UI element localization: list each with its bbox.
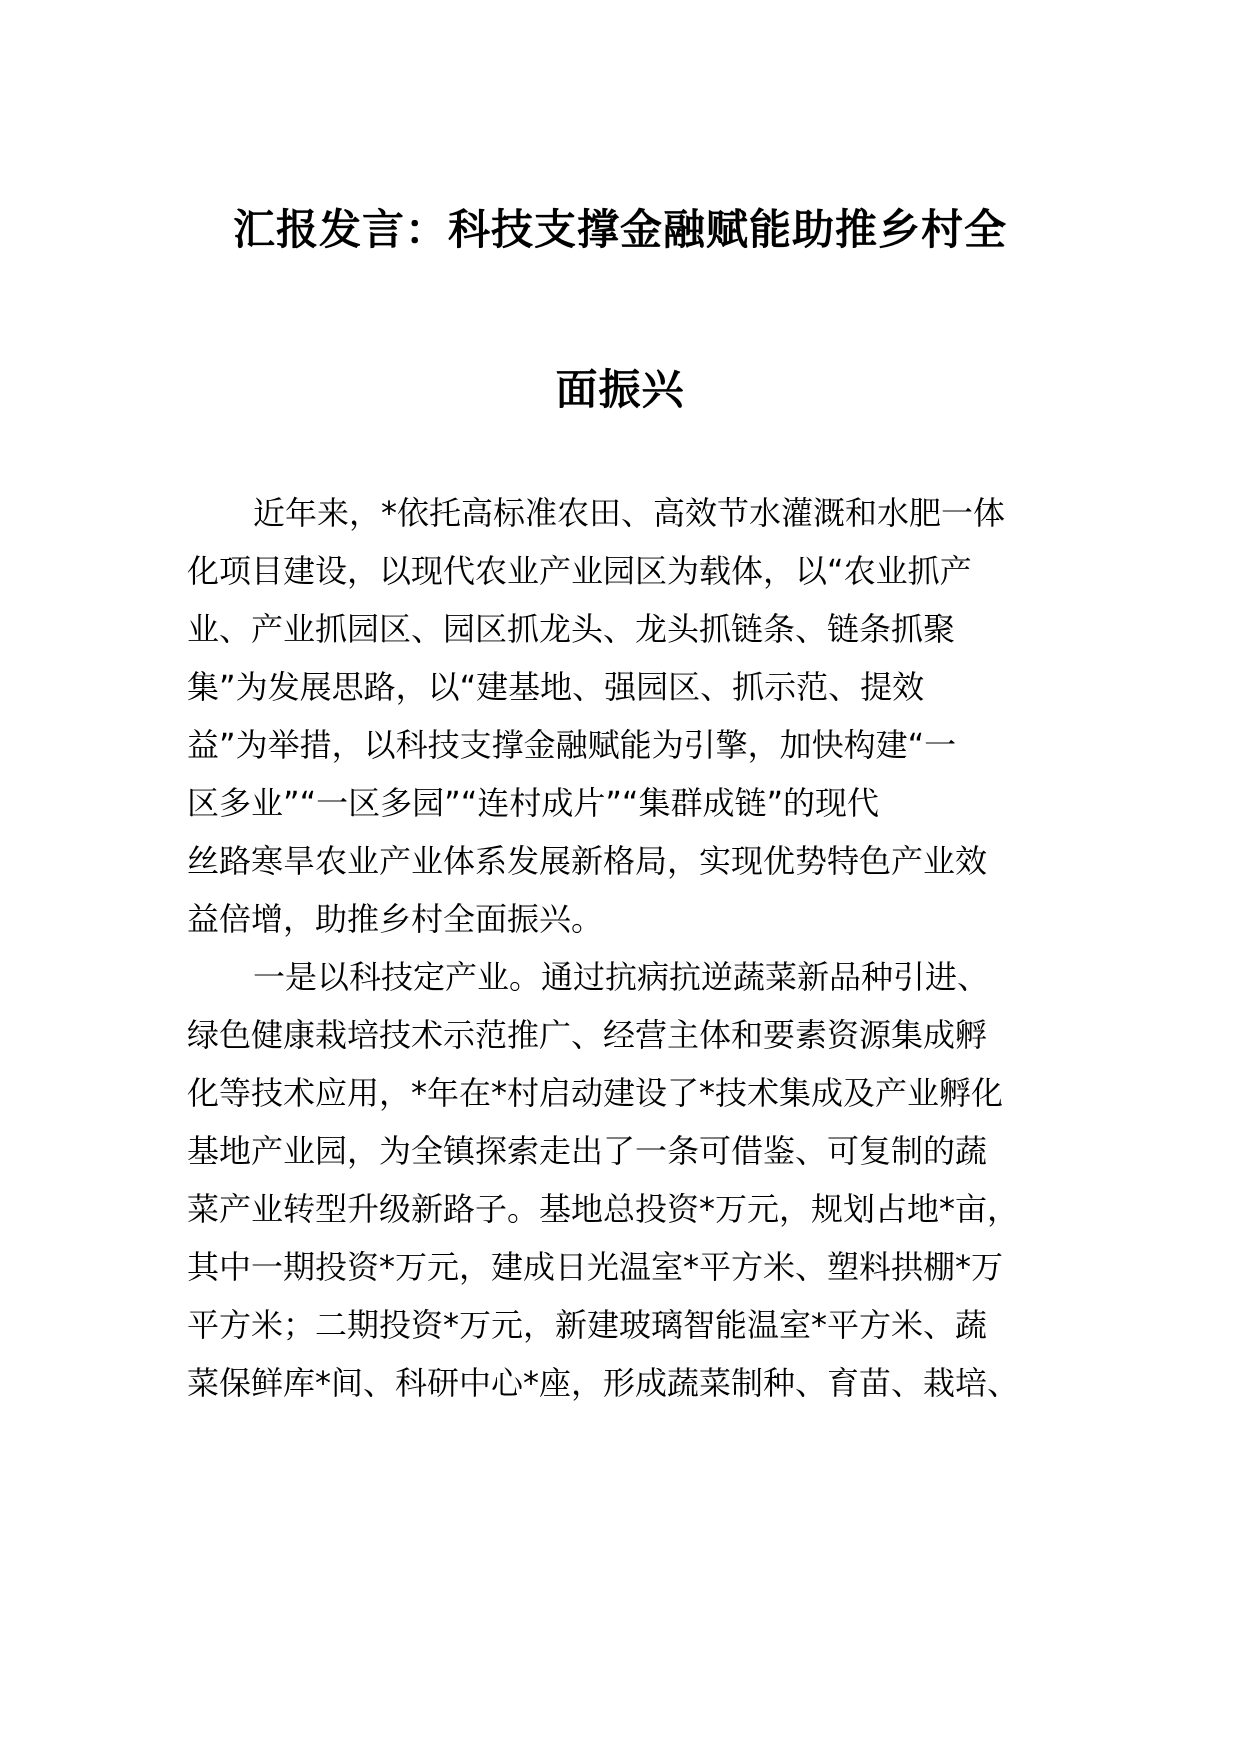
document-title-line-2: 面振兴: [555, 365, 685, 414]
paragraph-1-line-8: 益倍增，助推乡村全面振兴。: [187, 900, 604, 938]
paragraph-1-line-6: 区多业”“一区多园”“连村成片”“集群成链”的现代: [187, 784, 880, 822]
paragraph-1-line-2: 化项目建设，以现代农业产业园区为载体，以“农业抓产: [187, 552, 972, 590]
paragraph-1-line-5: 益”为举措，以科技支撑金融赋能为引擎，加快构建“一: [187, 726, 957, 764]
paragraph-2-line-8: 菜保鲜库*间、科研中心*座，形成蔬菜制种、育苗、栽培、: [187, 1364, 1020, 1402]
paragraph-2-line-7: 平方米；二期投资*万元，新建玻璃智能温室*平方米、蔬: [187, 1306, 988, 1344]
paragraph-2-line-6: 其中一期投资*万元，建成日光温室*平方米、塑料拱棚*万: [187, 1248, 1004, 1286]
paragraph-2-line-5: 菜产业转型升级新路子。基地总投资*万元，规划占地*亩，: [187, 1190, 1020, 1228]
paragraph-2-line-4: 基地产业园，为全镇探索走出了一条可借鉴、可复制的蔬: [187, 1132, 988, 1170]
paragraph-1-line-7: 丝路寒旱农业产业体系发展新格局，实现优势特色产业效: [187, 842, 988, 880]
paragraph-1-line-4: 集”为发展思路，以“建基地、强园区、抓示范、提效: [187, 668, 925, 706]
paragraph-2-line-2: 绿色健康栽培技术示范推广、经营主体和要素资源集成孵: [187, 1016, 988, 1054]
paragraph-2-line-1: 一是以科技定产业。通过抗病抗逆蔬菜新品种引进、: [253, 958, 990, 996]
paragraph-1-line-3: 业、产业抓园区、园区抓龙头、龙头抓链条、链条抓聚: [187, 610, 956, 648]
document-title-line-1: 汇报发言：科技支撑金融赋能助推乡村全: [232, 205, 1007, 254]
paragraph-2-line-3: 化等技术应用，*年在*村启动建设了*技术集成及产业孵化: [187, 1074, 1004, 1112]
paragraph-1-line-1: 近年来，*依托高标准农田、高效节水灌溉和水肥一体: [253, 494, 1006, 532]
